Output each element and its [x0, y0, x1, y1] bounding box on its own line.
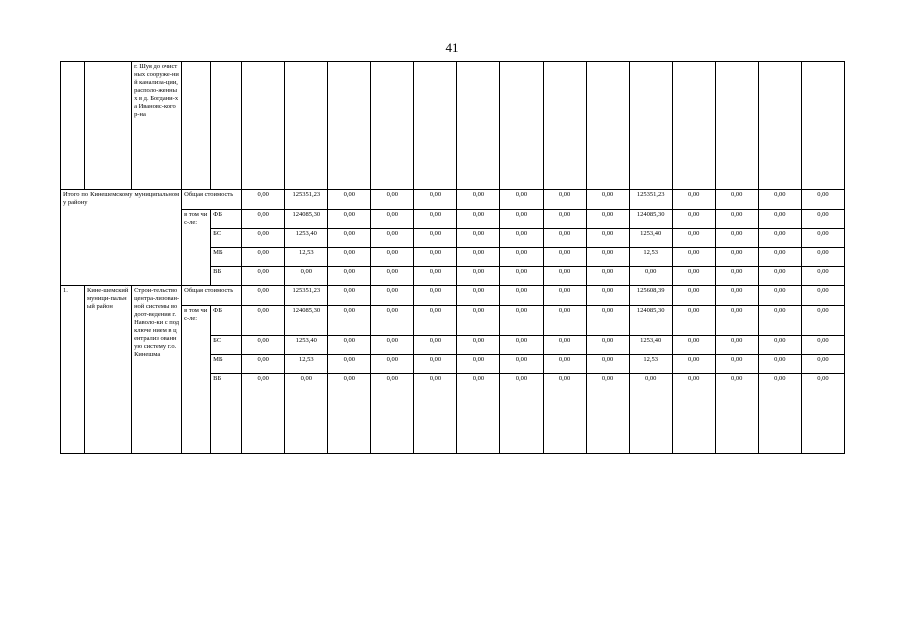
- financing-table: [60, 61, 845, 454]
- value-cell: 0,00: [672, 306, 715, 336]
- value-cell: 0,00: [543, 306, 586, 336]
- value-cell: 0,00: [586, 374, 629, 454]
- value-cell: 0,00: [758, 374, 801, 454]
- value-cell: 0,00: [715, 286, 758, 306]
- value-cell: 0,00: [758, 229, 801, 248]
- value-cell: 125608,39: [629, 286, 672, 306]
- value-cell: 0,00: [672, 229, 715, 248]
- funding-source: МБ: [211, 248, 242, 267]
- value-cell: 124085,30: [285, 210, 328, 229]
- value-cell: 0,00: [801, 306, 844, 336]
- cost-total-label: Общая стоимость: [182, 190, 242, 210]
- value-cell: 0,00: [457, 229, 500, 248]
- value-cell: 0,00: [500, 374, 543, 454]
- value-cell: 0,00: [672, 374, 715, 454]
- value-cell: 0,00: [758, 336, 801, 355]
- value-cell: 0,00: [715, 248, 758, 267]
- value-cell: 0,00: [328, 374, 371, 454]
- value-cell: 125351,23: [629, 190, 672, 210]
- cell-empty: [672, 62, 715, 190]
- value-cell: 12,53: [629, 248, 672, 267]
- value-cell: 0,00: [500, 190, 543, 210]
- value-cell: 0,00: [801, 190, 844, 210]
- value-cell: 0,00: [715, 355, 758, 374]
- funding-source: ФБ: [211, 306, 242, 336]
- value-cell: 125351,23: [285, 286, 328, 306]
- value-cell: 0,00: [543, 336, 586, 355]
- value-cell: 12,53: [629, 355, 672, 374]
- cost-including-label: в том чис-ле:: [182, 210, 211, 286]
- value-cell: 0,00: [543, 190, 586, 210]
- value-cell: 0,00: [328, 336, 371, 355]
- value-cell: 0,00: [500, 248, 543, 267]
- value-cell: 0,00: [328, 267, 371, 286]
- value-cell: 0,00: [758, 355, 801, 374]
- value-cell: 0,00: [672, 336, 715, 355]
- value-cell: 0,00: [414, 286, 457, 306]
- value-cell: 0,00: [414, 210, 457, 229]
- cell-empty: [182, 62, 211, 190]
- cell-empty: [371, 62, 414, 190]
- funding-source: МБ: [211, 355, 242, 374]
- value-cell: 0,00: [371, 336, 414, 355]
- value-cell: 0,00: [586, 355, 629, 374]
- value-cell: 0,00: [801, 374, 844, 454]
- value-cell: 0,00: [500, 286, 543, 306]
- value-cell: 0,00: [801, 267, 844, 286]
- value-cell: 0,00: [242, 286, 285, 306]
- value-cell: 0,00: [328, 190, 371, 210]
- value-cell: 0,00: [414, 267, 457, 286]
- value-cell: 0,00: [715, 336, 758, 355]
- value-cell: 0,00: [285, 267, 328, 286]
- value-cell: 0,00: [414, 229, 457, 248]
- value-cell: 0,00: [715, 267, 758, 286]
- value-cell: 0,00: [672, 248, 715, 267]
- value-cell: 124085,30: [629, 306, 672, 336]
- cell-empty: [285, 62, 328, 190]
- value-cell: 0,00: [242, 355, 285, 374]
- value-cell: 0,00: [371, 306, 414, 336]
- value-cell: 0,00: [672, 286, 715, 306]
- value-cell: 0,00: [629, 267, 672, 286]
- value-cell: 124085,30: [629, 210, 672, 229]
- value-cell: 0,00: [371, 267, 414, 286]
- value-cell: 1253,40: [285, 229, 328, 248]
- value-cell: 0,00: [414, 355, 457, 374]
- value-cell: 0,00: [801, 229, 844, 248]
- value-cell: 0,00: [414, 336, 457, 355]
- value-cell: 1253,40: [285, 336, 328, 355]
- value-cell: 0,00: [586, 229, 629, 248]
- value-cell: 0,00: [328, 229, 371, 248]
- value-cell: 0,00: [543, 374, 586, 454]
- value-cell: 0,00: [500, 210, 543, 229]
- cell-empty: [414, 62, 457, 190]
- value-cell: 0,00: [242, 306, 285, 336]
- cell-empty: [715, 62, 758, 190]
- value-cell: 0,00: [457, 374, 500, 454]
- value-cell: 0,00: [242, 210, 285, 229]
- value-cell: 0,00: [586, 210, 629, 229]
- cell-empty: [500, 62, 543, 190]
- value-cell: 0,00: [457, 190, 500, 210]
- value-cell: 0,00: [543, 210, 586, 229]
- value-cell: 0,00: [758, 210, 801, 229]
- value-cell: 0,00: [328, 306, 371, 336]
- value-cell: 0,00: [457, 306, 500, 336]
- value-cell: 0,00: [543, 355, 586, 374]
- value-cell: 0,00: [371, 190, 414, 210]
- cell-empty: [85, 62, 132, 190]
- value-cell: 0,00: [500, 267, 543, 286]
- value-cell: 0,00: [371, 374, 414, 454]
- value-cell: 0,00: [672, 190, 715, 210]
- value-cell: 0,00: [457, 355, 500, 374]
- cell-empty: [211, 62, 242, 190]
- funding-source: БС: [211, 229, 242, 248]
- value-cell: 124085,30: [285, 306, 328, 336]
- value-cell: 0,00: [500, 306, 543, 336]
- cell-empty: [543, 62, 586, 190]
- value-cell: 12,53: [285, 355, 328, 374]
- value-cell: 0,00: [801, 210, 844, 229]
- value-cell: 0,00: [500, 355, 543, 374]
- value-cell: 0,00: [242, 190, 285, 210]
- value-cell: 0,00: [801, 248, 844, 267]
- value-cell: 0,00: [500, 229, 543, 248]
- value-cell: 0,00: [758, 286, 801, 306]
- cell-empty: [629, 62, 672, 190]
- value-cell: 0,00: [543, 229, 586, 248]
- value-cell: 1253,40: [629, 229, 672, 248]
- cell-empty: [586, 62, 629, 190]
- value-cell: 0,00: [758, 190, 801, 210]
- cell-empty: [61, 62, 85, 190]
- value-cell: 0,00: [414, 248, 457, 267]
- item-number: 1.: [61, 286, 85, 454]
- value-cell: 12,53: [285, 248, 328, 267]
- value-cell: 0,00: [672, 210, 715, 229]
- value-cell: 0,00: [715, 306, 758, 336]
- value-cell: 0,00: [371, 248, 414, 267]
- value-cell: 0,00: [457, 248, 500, 267]
- page-number: 41: [445, 40, 459, 55]
- value-cell: 0,00: [414, 306, 457, 336]
- value-cell: 0,00: [242, 374, 285, 454]
- cell-empty: [242, 62, 285, 190]
- object-name-cont: г. Шуя до очистных сооруже-ний канализа-ции, располо-женных в д. Богдани-ха Ивановс-кого р-на: [132, 62, 182, 190]
- object-name: Строи-тельство центра-лизован-ной системы водоот-ведения г. Наволо-ки с подключе нием в централиз ованную систему г.о. Кинешма: [132, 286, 182, 454]
- value-cell: 0,00: [758, 267, 801, 286]
- value-cell: 0,00: [285, 374, 328, 454]
- value-cell: 0,00: [242, 229, 285, 248]
- total-label: Итого по Кинешемскому муниципальному району: [61, 190, 182, 286]
- value-cell: 0,00: [328, 355, 371, 374]
- value-cell: 0,00: [242, 336, 285, 355]
- value-cell: 0,00: [371, 229, 414, 248]
- value-cell: 0,00: [629, 374, 672, 454]
- value-cell: 0,00: [715, 210, 758, 229]
- value-cell: 0,00: [457, 286, 500, 306]
- value-cell: 0,00: [715, 374, 758, 454]
- value-cell: 0,00: [457, 210, 500, 229]
- cost-including-label: в том чис-ле:: [182, 306, 211, 454]
- value-cell: 0,00: [543, 286, 586, 306]
- value-cell: 0,00: [586, 336, 629, 355]
- value-cell: 0,00: [758, 306, 801, 336]
- value-cell: 0,00: [414, 190, 457, 210]
- value-cell: 0,00: [586, 248, 629, 267]
- value-cell: 0,00: [328, 210, 371, 229]
- value-cell: 0,00: [586, 267, 629, 286]
- value-cell: 0,00: [543, 248, 586, 267]
- value-cell: 1253,40: [629, 336, 672, 355]
- value-cell: 0,00: [672, 355, 715, 374]
- value-cell: 0,00: [371, 210, 414, 229]
- value-cell: 0,00: [242, 267, 285, 286]
- funding-source: БС: [211, 336, 242, 355]
- value-cell: 0,00: [801, 355, 844, 374]
- value-cell: 0,00: [543, 267, 586, 286]
- value-cell: 0,00: [586, 306, 629, 336]
- district-name: Кине-шемский муници-пальный район: [85, 286, 132, 454]
- value-cell: 0,00: [715, 190, 758, 210]
- value-cell: 0,00: [586, 286, 629, 306]
- value-cell: 0,00: [371, 355, 414, 374]
- funding-source: ФБ: [211, 210, 242, 229]
- value-cell: 0,00: [758, 248, 801, 267]
- value-cell: 0,00: [801, 336, 844, 355]
- continuation-row: [61, 62, 845, 190]
- value-cell: 125351,23: [285, 190, 328, 210]
- cell-empty: [801, 62, 844, 190]
- value-cell: 0,00: [500, 336, 543, 355]
- table-row: [61, 286, 845, 306]
- value-cell: 0,00: [414, 374, 457, 454]
- cell-empty: [457, 62, 500, 190]
- value-cell: 0,00: [672, 267, 715, 286]
- cell-empty: [758, 62, 801, 190]
- value-cell: 0,00: [371, 286, 414, 306]
- cell-empty: [328, 62, 371, 190]
- value-cell: 0,00: [457, 336, 500, 355]
- value-cell: 0,00: [328, 248, 371, 267]
- table-row: [61, 190, 845, 210]
- value-cell: 0,00: [328, 286, 371, 306]
- value-cell: 0,00: [801, 286, 844, 306]
- funding-source: ВБ: [211, 374, 242, 454]
- value-cell: 0,00: [457, 267, 500, 286]
- value-cell: 0,00: [586, 190, 629, 210]
- cost-total-label: Общая стоимость: [182, 286, 242, 306]
- value-cell: 0,00: [242, 248, 285, 267]
- value-cell: 0,00: [715, 229, 758, 248]
- funding-source: ВБ: [211, 267, 242, 286]
